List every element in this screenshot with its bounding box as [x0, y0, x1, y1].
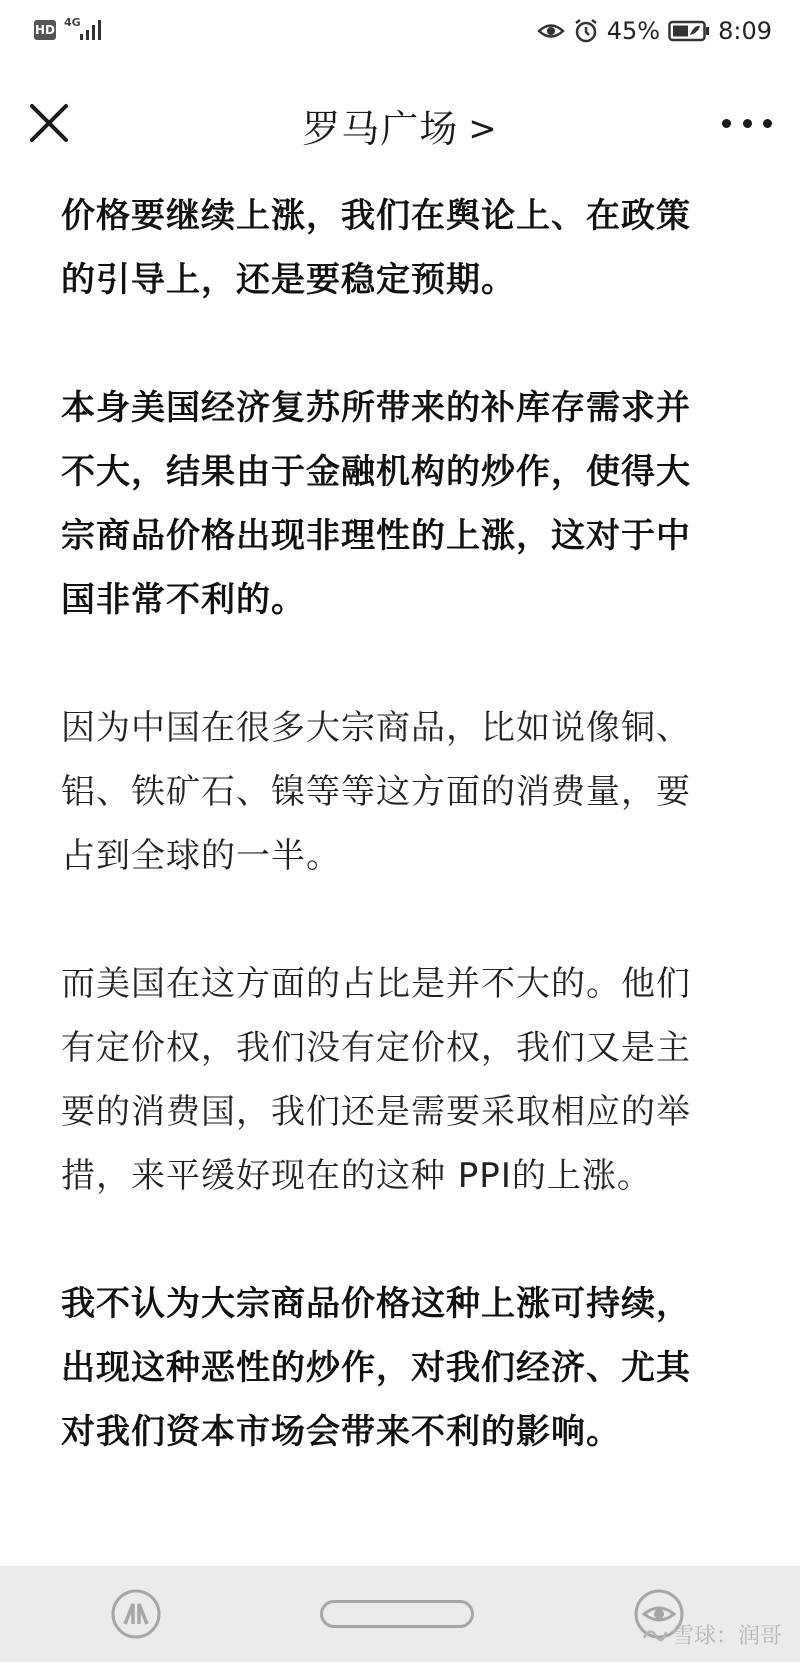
paragraph-line: 我不认为大宗商品价格这种上涨可持续，	[61, 1284, 691, 1324]
hd-badge: HD	[34, 20, 56, 40]
watermark	[642, 1619, 782, 1650]
paragraph-line: 措，来平缓好现在的这种 PPI的上涨。	[61, 1156, 652, 1196]
paragraph-line: 有定价权，我们没有定价权，我们又是主	[61, 1028, 691, 1068]
paragraph-line: 铝、铁矿石、镍等等这方面的消费量，要	[61, 772, 691, 812]
alarm-icon	[573, 18, 599, 44]
paragraph-line: 不大，结果由于金融机构的炒作，使得大	[61, 452, 691, 492]
eye-icon	[537, 20, 565, 42]
signal-icon	[78, 18, 106, 42]
article-paragraph	[61, 184, 751, 312]
article-paragraph	[61, 376, 751, 632]
home-pill[interactable]	[320, 1600, 474, 1628]
more-dot	[722, 119, 731, 128]
snowball-logo-icon	[642, 1624, 668, 1646]
more-dot	[763, 119, 772, 128]
paragraph-line: 宗商品价格出现非理性的上涨，这对于中	[61, 516, 691, 556]
status-right	[537, 14, 772, 48]
battery-icon	[668, 20, 710, 42]
paragraph-line: 要的消费国，我们还是需要采取相应的举	[61, 1092, 691, 1132]
paragraph-line: 而美国在这方面的占比是并不大的。他们	[61, 964, 691, 1004]
battery-percent: 45%	[606, 17, 661, 45]
paragraph-line: 国非常不利的。	[61, 580, 306, 620]
app-logo-icon[interactable]	[110, 1588, 162, 1640]
paragraph-line: 本身美国经济复苏所带来的补库存需求并	[61, 388, 691, 428]
paragraph-line: 因为中国在很多大宗商品，比如说像铜、	[61, 708, 691, 748]
chevron-right-icon: >	[468, 109, 498, 149]
paragraph-line: 出现这种恶性的炒作，对我们经济、尤其	[61, 1348, 691, 1388]
paragraph-line: 对我们资本市场会带来不利的影响。	[61, 1412, 621, 1452]
article-paragraph	[61, 696, 751, 888]
watermark-text: 雪球：润哥	[671, 1624, 782, 1649]
page-title-link[interactable]	[0, 98, 800, 153]
paragraph-line: 占到全球的一半。	[61, 836, 341, 876]
network-type: 4G	[64, 16, 81, 29]
paragraph-line: 价格要继续上涨，我们在舆论上、在政策	[61, 196, 691, 236]
article-paragraph	[61, 1272, 751, 1464]
clock: 8:09	[718, 17, 772, 45]
more-icon[interactable]	[722, 106, 772, 140]
more-dot	[743, 119, 752, 128]
system-nav-bar	[0, 1566, 800, 1662]
status-bar	[0, 0, 800, 62]
article-body	[61, 170, 751, 1528]
clipped-previous-line	[61, 170, 751, 184]
page-title: 罗马广场	[302, 107, 459, 151]
article-paragraph	[61, 952, 751, 1208]
paragraph-line: 的引导上，还是要稳定预期。	[61, 260, 516, 300]
nav-bar	[0, 62, 800, 184]
